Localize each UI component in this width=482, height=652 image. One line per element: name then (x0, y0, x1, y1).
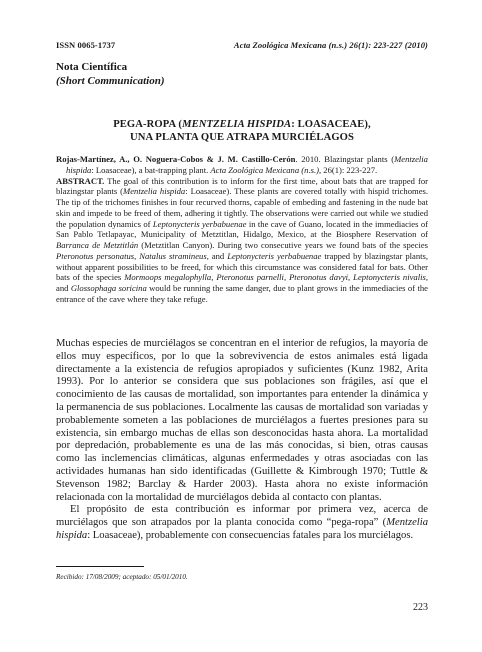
footnote-divider (56, 566, 144, 567)
abstract-species: Mormoops megalophylla (124, 272, 212, 283)
title-line-2: UNA PLANTA QUE ATRAPA MURCIÉLAGOS (129, 132, 355, 143)
abstract-fragment: would be running the same danger, due to plant grows in the immediacies of the entrance of the cave where they take refuge. (56, 283, 428, 304)
abstract-fragment: , (134, 250, 140, 261)
abstract-fragment: , and (206, 250, 228, 261)
abstract-species: Leptonycteris nivalis (353, 272, 426, 283)
abstract-fragment: in the cave of Guano, located in the immediacies of San Pablo Tetlapayac, Municipality of Metztitlan, Hidalgo, Mexico, at the Biosphere Reservation of (56, 218, 428, 240)
citation-plant: Mentzelia hispida (66, 154, 428, 175)
article-title (56, 118, 428, 144)
citation-pages: , 26(1): 223-227. (318, 164, 378, 175)
body-paragraph-2 (56, 504, 428, 542)
citation-authors: Rojas-Martínez, A., O. Noguera-Cobos & J. M. Castillo-Cerón (56, 154, 296, 164)
body-species: Mentzelia hispida (56, 517, 428, 541)
body-fragment: El propósito de esta contribución es informar por primera vez, acerca de murciélagos que son atrapados por la planta conocida como “pega-ropa” ( (56, 504, 428, 529)
abstract-species: Leptonycteris yerbabuenae (227, 250, 322, 261)
citation-text: : Loasaceae), a bat-trapping plant. (91, 164, 211, 175)
abstract-species: Mentzelia hispida (123, 186, 186, 197)
journal-header: Acta Zoológica Mexicana (n.s.) 26(1): 223-227 (2010) (233, 40, 428, 50)
section-label-es: Nota Científica (56, 61, 128, 73)
title-line-1 (56, 118, 428, 131)
abstract-species: Pteronotus davyi (289, 272, 349, 283)
title-species: MENTZELIA HISPIDA (182, 119, 292, 130)
abstract-fragment: , and (56, 272, 428, 293)
title-line-1-post: : LOASACEAE), (291, 119, 371, 130)
abstract-text (56, 176, 428, 305)
page-number: 223 (413, 602, 428, 613)
abstract-species: Pteronotus parnelli (216, 272, 284, 283)
section-label (56, 60, 165, 88)
issn-header: ISSN 0065-1737 (56, 40, 116, 50)
abstract-species: Leptonycteris yerbabuenae (152, 218, 247, 229)
body-text (56, 338, 428, 543)
citation-year: . 2010. Blazingstar plants ( (295, 154, 395, 164)
abstract-fragment: , (211, 272, 217, 283)
received-date-footnote: Recibido: 17/08/2009; aceptado: 05/01/2010. (56, 573, 188, 581)
abstract-fragment: trapped by blazingstar plants, without apparent possibilities to be freed, for which this circumstance was considered fatal for bats. Other bats of the species (56, 250, 428, 283)
citation (56, 154, 428, 176)
abstract-fragment: (Metztitlan Canyon). During two consecutive years we found bats of the species (138, 240, 428, 250)
citation-journal: Acta Zoológica Mexicana (n.s.) (210, 164, 319, 175)
abstract-fragment: , (283, 272, 290, 283)
body-paragraph-1: Muchas especies de murciélagos se concentran en el interior de refugios, la mayoría de ellos muy específicos, por lo que la sobrevivencia de estos animales está ligada directamente a la existencia de refugios apropiados y suficientes (Kunz 1982, Arita 1993). Por lo anterior se considera que sus poblaciones son frágiles, así que el conocimiento de las causas de mortalidad, son importantes para entender la dinámica y la permanencia de sus poblaciones. Localmente las causas de mortalidad son variadas y probablemente someten a las poblaciones de murciélagos a fuertes presiones para su existencia, sin embargo muchas de ellas son desconocidas hasta ahora. La mortalidad por depredación, probablemente es una de las más conocidas, si bien, otras causas como las inclemencias climáticas, algunas enfermedades y otras asociadas con las actividades humanas han sido identificadas (Guillette & Kimbrough 1970; Tuttle & Stevenson 1982; Barclay & Harder 2003). Hasta ahora no existe información relacionada con la mortalidad de murciélagos debida al contacto con plantas. (56, 338, 428, 503)
abstract-place: Barranca de Metztitlán (56, 240, 139, 250)
abstract-species: Glossophaga soricina (70, 283, 147, 293)
abstract-fragment: The goal of this contribution is to inform for the first time, about bats that are trapped for blazingstar plants ( (56, 175, 428, 197)
abstract-species: Natalus stramineus (139, 250, 207, 261)
section-label-en: (Short Communication) (56, 75, 165, 87)
abstract-species: Pteronotus personatus (56, 250, 135, 261)
abstract-fragment: : Loasaceae). These plants are covered totally with hispid trichomes. The tip of the trichomes finishes in four recurved thorns, capable of embeding and fastening in the nude bat skin and impede to be freed of them, adhering it tightly. The observations were carried out while we studied the population dynamics of (56, 186, 428, 229)
title-line-1-pre: PEGA-ROPA ( (113, 119, 183, 130)
body-fragment: : Loasaceae), probablemente con consecuencias fatales para los murciélagos. (87, 529, 414, 541)
abstract-fragment: , (348, 272, 354, 283)
abstract-block (56, 154, 428, 305)
abstract-label: ABSTRACT. (56, 175, 105, 186)
